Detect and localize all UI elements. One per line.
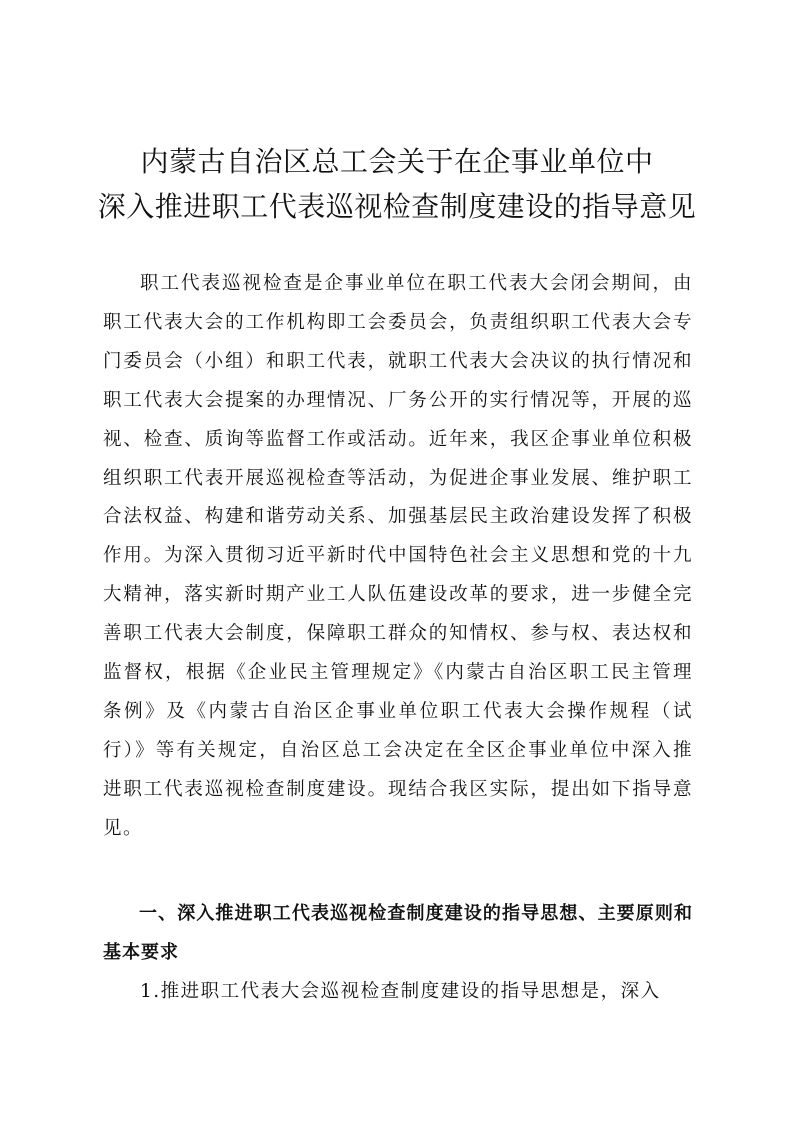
intro-paragraph: 职工代表巡视检查是企事业单位在职工代表大会闭会期间，由职工代表大会的工作机构即工会委员会，负责组织职工代表大会专门委员会（小组）和职工代表，就职工代表大会决议的执行情况和职工代表大会提案的办理情况、厂务公开的实行情况等，开展的巡视、检查、质询等监督工作或活动。近年来，我区企事业单位积极组织职工代表开展巡视检查等活动，为促进企事业发展、维护职工合法权益、构建和谐劳动关系、加强基层民主政治建设发挥了积极作用。为深入贯彻习近平新时代中国特色社会主义思想和党的十九大精神，落实新时期产业工人队伍建设改革的要求，进一步健全完善职工代表大会制度，保障职工群众的知情权、参与权、表达权和监督权，根据《企业民主管理规定》《内蒙古自治区职工民主管理条例》及《内蒙古自治区企事业单位职工代表大会操作规程（试行）》等有关规定，自治区总工会决定在全区企事业单位中深入推进职工代表巡视检查制度建设。现结合我区实际，提出如下指导意见。 bbox=[103, 273, 693, 839]
item-1-text: 1.推进职工代表大会巡视检查制度建设的指导思想是，深入 bbox=[140, 981, 661, 1002]
document-title-line-2: 深入推进职工代表巡视检查制度建设的指导意见 bbox=[97, 190, 697, 223]
section-heading: 一、深入推进职工代表巡视检查制度建设的指导思想、主要原则和基本要求 bbox=[103, 903, 693, 963]
document-title-line-1: 内蒙古自治区总工会关于在企事业单位中 bbox=[140, 145, 654, 178]
